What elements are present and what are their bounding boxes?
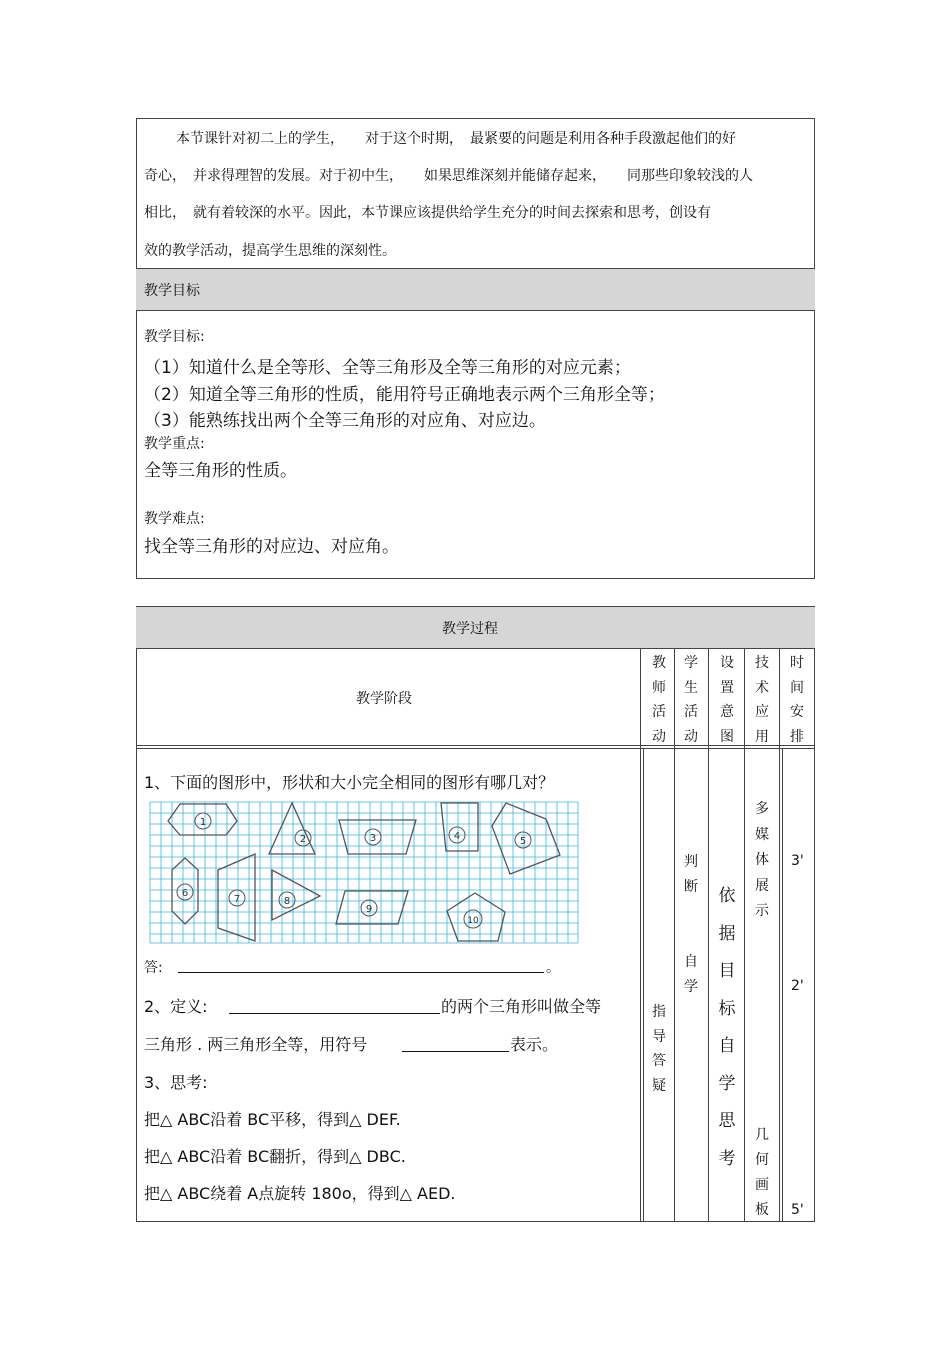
shape-label: 6 [181, 888, 189, 899]
col-tech-char: 技 [755, 655, 769, 671]
col-intent-char: 意 [720, 704, 734, 720]
goal-item-3: （3）能熟练找出两个全等三角形的对应角、对应边。 [144, 411, 546, 431]
col-tech [751, 651, 773, 749]
col-student-char: 学 [684, 655, 698, 671]
col-teacher [648, 651, 670, 749]
key-text: 全等三角形的性质。 [144, 461, 297, 481]
think-1: 把△ ABC沿着 BC平移，得到△ DEF. [144, 1110, 401, 1129]
shape-label: 1 [199, 817, 207, 828]
time-3: 5' [791, 1202, 804, 1218]
teacher-activity-char: 指 [652, 1004, 666, 1020]
goals-header-bar [136, 268, 815, 311]
stage-label: 教学阶段 [356, 691, 412, 707]
shape-label: 4 [453, 831, 461, 842]
tech-char: 示 [755, 903, 769, 919]
tech-char: 何 [755, 1152, 769, 1168]
intent-char: 标 [718, 998, 736, 1019]
col-intent-char: 置 [720, 679, 734, 696]
time-1: 3' [791, 853, 804, 869]
student-activity-judge [680, 850, 702, 899]
tech-char: 板 [755, 1202, 769, 1218]
col-time-char: 时 [790, 655, 804, 671]
tech-geometry-sketchpad [751, 1123, 773, 1223]
think-2: 把△ ABC沿着 BC翻折，得到△ DBC. [144, 1147, 406, 1166]
question-2b: 的两个三角形叫做全等 [441, 997, 602, 1016]
question-1: 1、下面的图形中，形状和大小完全相同的图形有哪几对？ [144, 773, 555, 792]
intent-char: 思 [718, 1111, 736, 1131]
shape-label: 9 [365, 904, 373, 915]
goals-header: 教学目标 [144, 283, 200, 299]
goal-item-1: （1）知道什么是全等形、全等三角形及全等三角形的对应元素； [144, 358, 631, 378]
teacher-activity-char: 答 [652, 1053, 666, 1069]
col-teacher-char: 活 [652, 704, 666, 720]
teacher-activity-char: 疑 [652, 1077, 666, 1094]
col-student [680, 651, 702, 749]
teacher-activity-char: 导 [652, 1028, 666, 1045]
shape-8 [272, 870, 320, 920]
intent-char: 依 [718, 886, 736, 906]
question-2c: 三角形 . 两三角形全等，用符号 [144, 1035, 368, 1054]
col-teacher-char: 动 [652, 728, 666, 745]
intent-char: 学 [718, 1073, 736, 1094]
tech-char: 画 [755, 1177, 769, 1193]
col-student-char: 活 [684, 704, 698, 720]
intro-line-2: 奇心， 并求得理智的发展。对于初中生， 如果思维深刻并能储存起来， 同那些印象较浅的人 [144, 168, 753, 184]
teacher-activity [648, 1000, 670, 1098]
col-intent-char: 图 [720, 728, 734, 745]
shape-label: 7 [233, 894, 241, 905]
shapes-figure [148, 800, 580, 945]
student-activity-char: 学 [684, 978, 698, 995]
tech-multimedia [751, 797, 773, 925]
tech-char: 几 [755, 1127, 769, 1143]
col-student-char: 动 [684, 728, 698, 745]
intro-line-3: 相比， 就有着较深的水平。因此，本节课应该提供给学生充分的时间去探索和思考，创设有 [144, 205, 711, 221]
intro-box [136, 118, 815, 579]
col-time-char: 安 [790, 704, 804, 720]
process-header: 教学过程 [442, 621, 498, 637]
time-2: 2' [791, 978, 804, 994]
goal-item-2: （2）知道全等三角形的性质，能用符号正确地表示两个三角形全等； [144, 385, 665, 405]
student-activity-char: 断 [684, 878, 698, 895]
intent-char: 据 [718, 923, 736, 944]
question-2d: 表示。 [510, 1035, 559, 1054]
col-teacher-char: 教 [652, 655, 666, 671]
tech-char: 多 [755, 801, 769, 817]
intent-char: 自 [718, 1036, 736, 1056]
col-tech-char: 应 [755, 704, 769, 720]
intro-line-4: 效的教学活动，提高学生思维的深刻性。 [144, 243, 396, 259]
intent [715, 878, 739, 1178]
shape-label: 10 [467, 916, 479, 926]
tech-char: 媒 [755, 826, 769, 843]
col-time-char: 间 [790, 679, 804, 696]
shape-label: 2 [299, 834, 307, 845]
shape-label: 8 [283, 896, 291, 907]
answer-prefix: 答: [144, 960, 163, 976]
col-intent-char: 设 [720, 655, 734, 671]
goals-label: 教学目标: [144, 329, 205, 345]
difficulty-text: 找全等三角形的对应边、对应角。 [144, 537, 399, 557]
shape-3 [339, 820, 416, 854]
answer-suffix: 。 [546, 960, 560, 976]
intro-line-1: 本节课针对初二上的学生， 对于这个时期， 最紧要的问题是利用各种手段激起他们的好 [176, 131, 736, 147]
col-tech-char: 术 [755, 679, 769, 696]
shape-label: 5 [519, 836, 527, 847]
intent-char: 考 [718, 1148, 736, 1169]
col-tech-char: 用 [755, 728, 769, 745]
col-student-char: 生 [684, 679, 698, 696]
definition-blank [229, 1013, 440, 1014]
tech-char: 体 [755, 852, 769, 868]
col-intent [716, 651, 738, 749]
difficulty-label: 教学难点: [144, 511, 205, 527]
col-time [786, 651, 808, 749]
question-2a: 2、定义: [144, 997, 208, 1016]
col-teacher-char: 师 [652, 679, 666, 696]
col-time-char: 排 [790, 728, 804, 745]
shape-label: 3 [369, 833, 377, 844]
student-activity-self-study [680, 950, 702, 999]
think-3: 把△ ABC绕着 A点旋转 180o，得到△ AED. [144, 1184, 456, 1203]
answer-blank [178, 972, 544, 973]
key-label: 教学重点: [144, 436, 205, 452]
intent-char: 目 [718, 961, 736, 981]
student-activity-char: 自 [684, 954, 698, 970]
tech-char: 展 [755, 877, 769, 894]
symbol-blank [402, 1051, 509, 1052]
student-activity-char: 判 [684, 854, 698, 870]
question-3: 3、思考: [144, 1073, 208, 1092]
